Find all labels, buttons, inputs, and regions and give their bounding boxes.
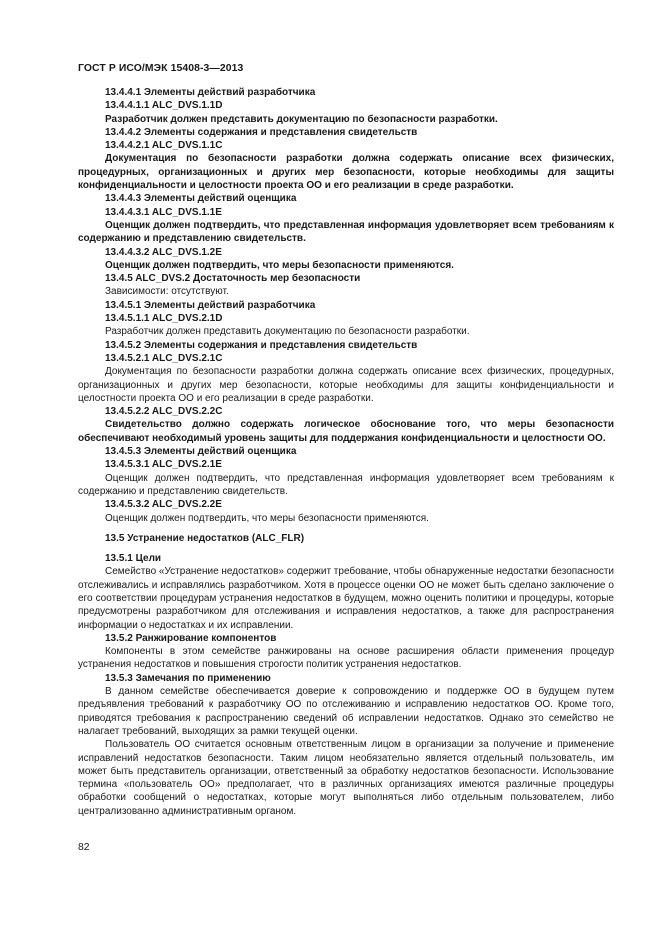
- section-heading: 13.4.5.2.1 ALC_DVS.2.1C: [105, 352, 223, 364]
- section-heading: 13.5.1 Цели: [105, 553, 162, 565]
- section-heading: 13.4.5.2.2 ALC_DVS.2.2C: [105, 406, 223, 418]
- paragraph: Зависимости: отсутствуют.: [105, 286, 229, 298]
- section-heading: Разработчик должен представить документацию по безопасности разработки.: [105, 113, 498, 125]
- page-header: ГОСТ Р ИСО/МЭК 15408-3—2013: [78, 63, 244, 74]
- paragraph: Пользователь ОО считается основным ответственным лицом в организации за получение и применение исправлений недостатков безопасности. Таким лицом необязательно является отдельный пользователь, им может быть представитель организации, ответственный за обработку недостатков безопасности. Использование термина «пользователь ОО» предполагает, что в различных организациях имеются различные процедуры обработки сообщений о недостатках, которые могут выполняться либо отдельным пользователем, либо централизованно административным органом.: [78, 739, 614, 817]
- section-heading: 13.4.5.1 Элементы действий разработчика: [105, 299, 316, 311]
- section-heading: 13.4.4.3 Элементы действий оценщика: [105, 193, 297, 205]
- paragraph: Оценщик должен подтвердить, что представленная информация удовлетворяет всем требованиям к содержанию и представлению свидетельств.: [78, 472, 614, 497]
- section-heading: 13.4.4.3.1 ALC_DVS.1.1E: [105, 206, 222, 218]
- section-heading: 13.4.5.3.2 ALC_DVS.2.2E: [105, 499, 222, 511]
- document-body: [78, 86, 614, 818]
- section-heading: 13.4.4.3.2 ALC_DVS.1.2E: [105, 246, 222, 258]
- section-heading: 13.4.5.2 Элементы содержания и представления свидетельств: [105, 339, 418, 351]
- section-heading: 13.4.4.2.1 ALC_DVS.1.1C: [105, 140, 223, 152]
- paragraph: Документация по безопасности разработки должна содержать описание всех физических, процедурных, организационных и других мер безопасности, которые необходимы для защиты конфиденциальности и целостности проекта ОО и его реализации в среде разработки.: [78, 153, 614, 192]
- section-heading: 13.4.4.1.1 ALC_DVS.1.1D: [105, 100, 223, 112]
- section-heading: 13.5 Устранение недостатков (ALC_FLR): [105, 532, 305, 544]
- paragraph: В данном семействе обеспечивается доверие к сопровождению и поддержке ОО в будущем путем предъявления требований к разработчику ОО по отслеживанию и исправлению недостатков ОО. Кроме того, приводятся требования к распространению сведений об исправлении недостатков. Однако это семейство не налагает требований, выходящих за рамки текущей оценки.: [78, 686, 614, 737]
- page-number: 82: [78, 842, 90, 853]
- paragraph: Компоненты в этом семействе ранжированы на основе расширения области применения процедур устранения недостатков и повышения строгости политик устранения недостатков.: [78, 646, 614, 671]
- section-heading: 13.4.4.1 Элементы действий разработчика: [105, 87, 316, 98]
- paragraph: Оценщик должен подтвердить, что представленная информация удовлетворяет всем требованиям к содержанию и представлению свидетельств.: [78, 219, 614, 245]
- paragraph: Свидетельство должно содержать логическое обоснование того, что меры безопасности обеспечивают необходимый уровень защиты для поддержания конфиденциальности и целостности ОО.: [78, 419, 614, 444]
- section-heading: 13.4.5 ALC_DVS.2 Достаточность мер безопасности: [105, 273, 361, 285]
- section-heading: 13.4.4.2 Элементы содержания и представления свидетельств: [105, 126, 418, 138]
- paragraph: Оценщик должен подтвердить, что меры безопасности применяются.: [105, 512, 429, 524]
- section-heading: Оценщик должен подтвердить, что меры безопасности применяются.: [105, 259, 454, 271]
- section-heading: 13.4.5.3.1 ALC_DVS.2.1E: [105, 459, 222, 471]
- paragraph: Семейство «Устранение недостатков» содержит требование, чтобы обнаруженные недостатки безопасности отслеживались и исправлялись разработчиком. Хотя в процессе оценки ОО не может быть сделано заключение о его соответствии процедурам устранения недостатков в будущем, можно оценить политики и процедуры, которые предусмотрены разработчиком для отслеживания и исправления недостатков, а также для распространения информации о недостатках и их исправлении.: [78, 566, 614, 631]
- section-heading: 13.5.2 Ранжирование компонентов: [105, 632, 277, 644]
- paragraph: Документация по безопасности разработки должна содержать описание всех физических, процедурных, организационных и других мер безопасности, которые необходимы для защиты конфиденциальности и целостности проекта ОО и его реализации в среде разработки.: [78, 366, 614, 404]
- paragraph: Разработчик должен представить документацию по безопасности разработки.: [105, 326, 470, 338]
- section-heading: 13.4.5.1.1 ALC_DVS.2.1D: [105, 313, 223, 325]
- section-heading: 13.5.3 Замечания по применению: [105, 672, 271, 684]
- section-heading: 13.4.5.3 Элементы действий оценщика: [105, 446, 297, 458]
